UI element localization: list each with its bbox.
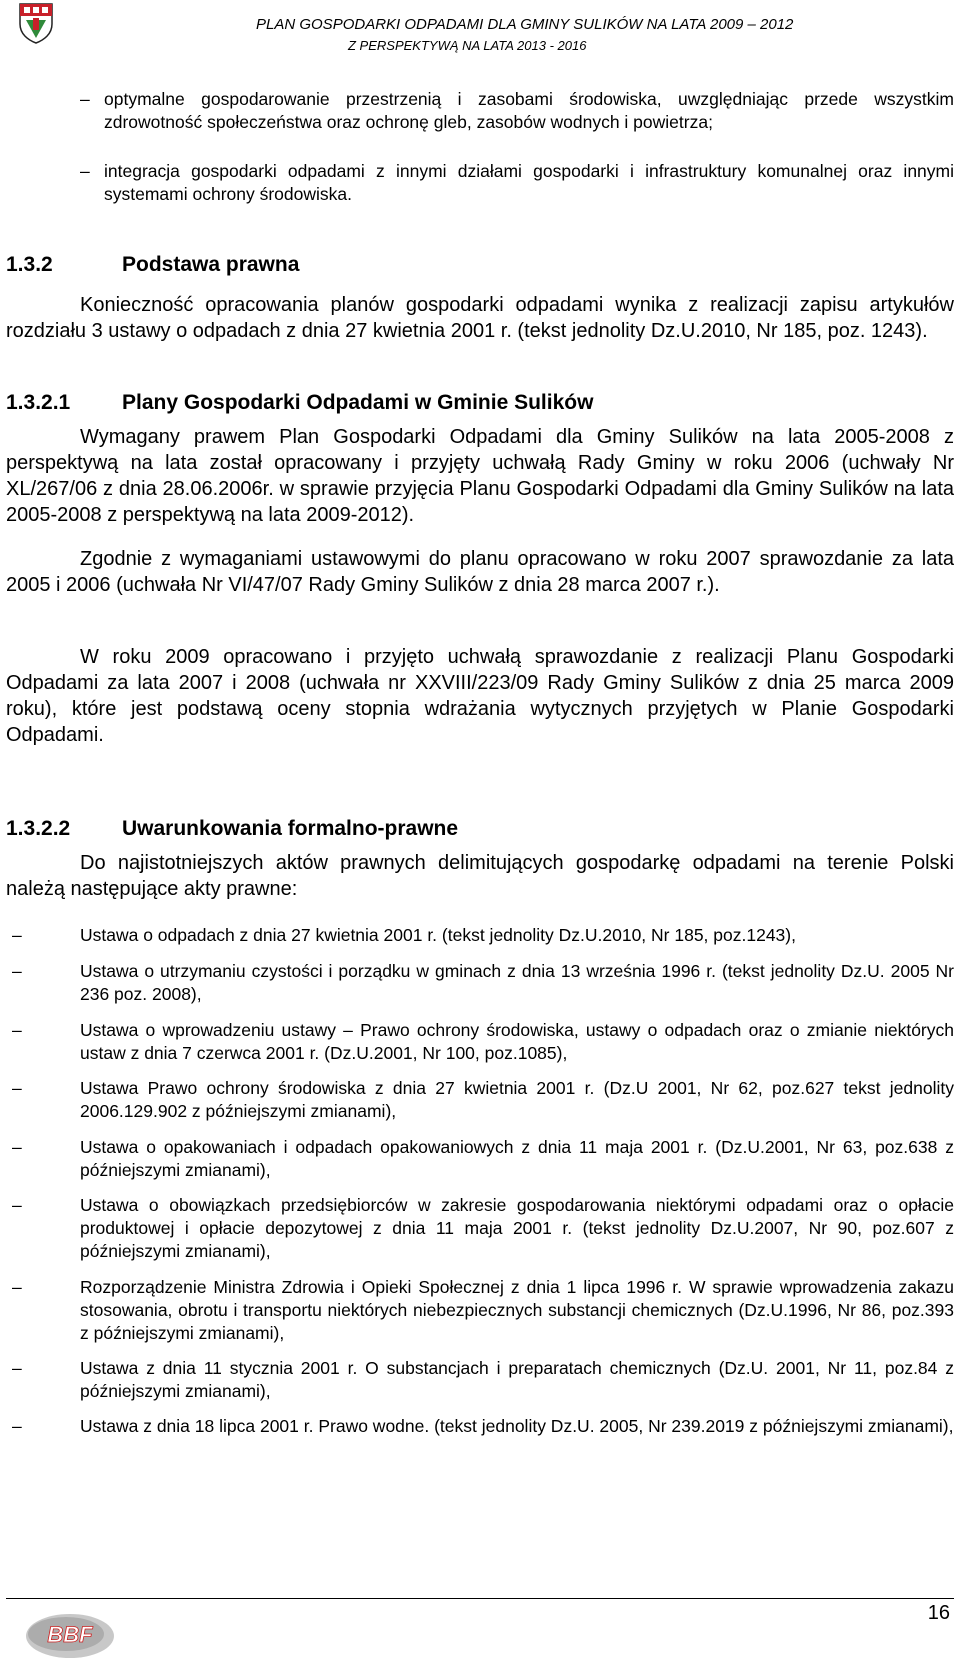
section-title: Podstawa prawna [122,253,300,276]
section-title: Plany Gospodarki Odpadami w Gminie Sulików [122,391,594,414]
list-item-text: Ustawa o opakowaniach i odpadach opakowaniowych z dnia 11 maja 2001 r. (Dz.U.2001, Nr 63, poz.638 z późniejszymi zmianami), [80,1137,954,1180]
logo-text: BBF [47,1622,93,1647]
page-number: 16 [927,1602,950,1624]
list-dash: – [12,1277,22,1297]
list-item [6,1077,954,1123]
list-item [6,1019,954,1065]
list-dash: – [12,925,22,945]
list-item [6,924,954,947]
list-item-text: Ustawa Prawo ochrony środowiska z dnia 27 kwietnia 2001 r. (Dz.U 2001, Nr 62, poz.627 tekst jednolity 2006.129.902 z późniejszymi zmianami), [80,1078,954,1121]
list-item [6,1357,954,1403]
section-title: Uwarunkowania formalno-prawne [122,817,459,840]
list-dash: – [12,1137,22,1157]
list-item [6,1194,954,1263]
list-item [6,1415,954,1438]
list-item-text: optymalne gospodarowanie przestrzenią i zasobami środowiska, uwzględniając przede wszystkim zdrowotność społeczeństwa oraz ochronę gleb, zasobów wodnych i powietrza; [104,89,954,132]
list-item-text: Rozporządzenie Ministra Zdrowia i Opieki Społecznej z dnia 1 lipca 1996 r. W sprawie wprowadzenia zakazu stosowania, obrotu i transportu niektórych niebezpiecznych substancji chemicznych (Dz.U.1996, Nr 86, poz.393 z późniejszymi zmianami), [80,1277,954,1343]
section-number: 1.3.2.2 [6,817,71,840]
paragraph: Zgodnie z wymaganiami ustawowymi do planu opracowano w roku 2007 sprawozdanie za lata 2005 i 2006 (uchwała Nr VI/47/07 Rady Gminy Sulików z dnia 28 marca 2007 r.). [6,548,954,596]
list-dash: – [80,89,90,109]
list-item-text: Ustawa o utrzymaniu czystości i porządku w gminach z dnia 13 września 1996 r. (tekst jednolity Dz.U. 2005 Nr 236 poz. 2008), [80,961,954,1004]
list-item-text: Ustawa z dnia 18 lipca 2001 r. Prawo wodne. (tekst jednolity Dz.U. 2005, Nr 239.2019 z późniejszymi zmianami), [80,1416,954,1436]
footer-divider [6,1598,954,1599]
page-header [0,0,960,58]
list-item [6,1136,954,1182]
section-heading [6,390,593,416]
list-dash: – [12,1416,22,1436]
section-heading [6,252,299,278]
paragraph: Do najistotniejszych aktów prawnych delimitujących gospodarkę odpadami na terenie Polski należą następujące akty prawne: [6,852,954,900]
section-number: 1.3.2.1 [6,391,71,414]
paragraph: W roku 2009 opracowano i przyjęto uchwałą sprawozdanie z realizacji Planu Gospodarki Odpadami za lata 2007 i 2008 (uchwała nr XXVIII/223/09 Rady Gminy Sulików z dnia 25 marca 2009 roku), które jest podstawą oceny stopnia wdrażania wytycznych przyjętych w Planie Gospodarki Odpadami. [6,646,954,746]
bbf-logo-icon [22,1610,118,1662]
list-dash: – [12,1020,22,1040]
header-subtitle: Z PERSPEKTYWĄ NA LATA 2013 - 2016 [348,38,587,53]
list-item-text: Ustawa o obowiązkach przedsiębiorców w zakresie gospodarowania niektórymi odpadami oraz o opłacie produktowej i opłacie depozytowej z dnia 11 maja 2001 r. (tekst jednolity Dz.U.2007, Nr 90, poz.607 z późniejszymi zmianami), [80,1195,954,1261]
list-item-text: integracja gospodarki odpadami z innymi działami gospodarki i infrastruktury komunalnej oraz innymi systemami ochrony środowiska. [104,161,954,204]
municipality-crest-icon [18,2,54,44]
list-dash: – [80,161,90,181]
list-item [80,88,954,134]
list-item [80,160,954,206]
paragraph: Wymagany prawem Plan Gospodarki Odpadami dla Gminy Sulików na lata 2005-2008 z perspektywą na lata został opracowany i przyjęty uchwałą Rady Gminy w roku 2006 (uchwały Nr XL/267/06 z dnia 28.06.2006r. w sprawie przyjęcia Planu Gospodarki Odpadami dla Gminy Sulików na lata 2005-2008 z perspektywą na lata 2009-2012). [6,426,954,526]
list-item [6,960,954,1006]
list-item [6,1276,954,1345]
list-dash: – [12,1078,22,1098]
section-number: 1.3.2 [6,253,53,276]
list-dash: – [12,1195,22,1215]
list-item-text: Ustawa o wprowadzeniu ustawy – Prawo ochrony środowiska, ustawy o odpadach oraz o zmianie niektórych ustaw z dnia 7 czerwca 2001 r. (Dz.U.2001, Nr 100, poz.1085), [80,1020,954,1063]
section-heading [6,816,458,842]
list-item-text: Ustawa z dnia 11 stycznia 2001 r. O substancjach i preparatach chemicznych (Dz.U. 2001, Nr 11, poz.84 z późniejszymi zmianami), [80,1358,954,1401]
paragraph: Konieczność opracowania planów gospodarki odpadami wynika z realizacji zapisu artykułów rozdziału 3 ustawy o odpadach z dnia 27 kwietnia 2001 r. (tekst jednolity Dz.U.2010, Nr 185, poz. 1243). [6,294,954,342]
header-title: PLAN GOSPODARKI ODPADAMI DLA GMINY SULIKÓW NA LATA 2009 – 2012 [256,16,794,33]
list-dash: – [12,1358,22,1378]
list-dash: – [12,961,22,981]
list-item-text: Ustawa o odpadach z dnia 27 kwietnia 2001 r. (tekst jednolity Dz.U.2010, Nr 185, poz.1243), [80,925,796,945]
